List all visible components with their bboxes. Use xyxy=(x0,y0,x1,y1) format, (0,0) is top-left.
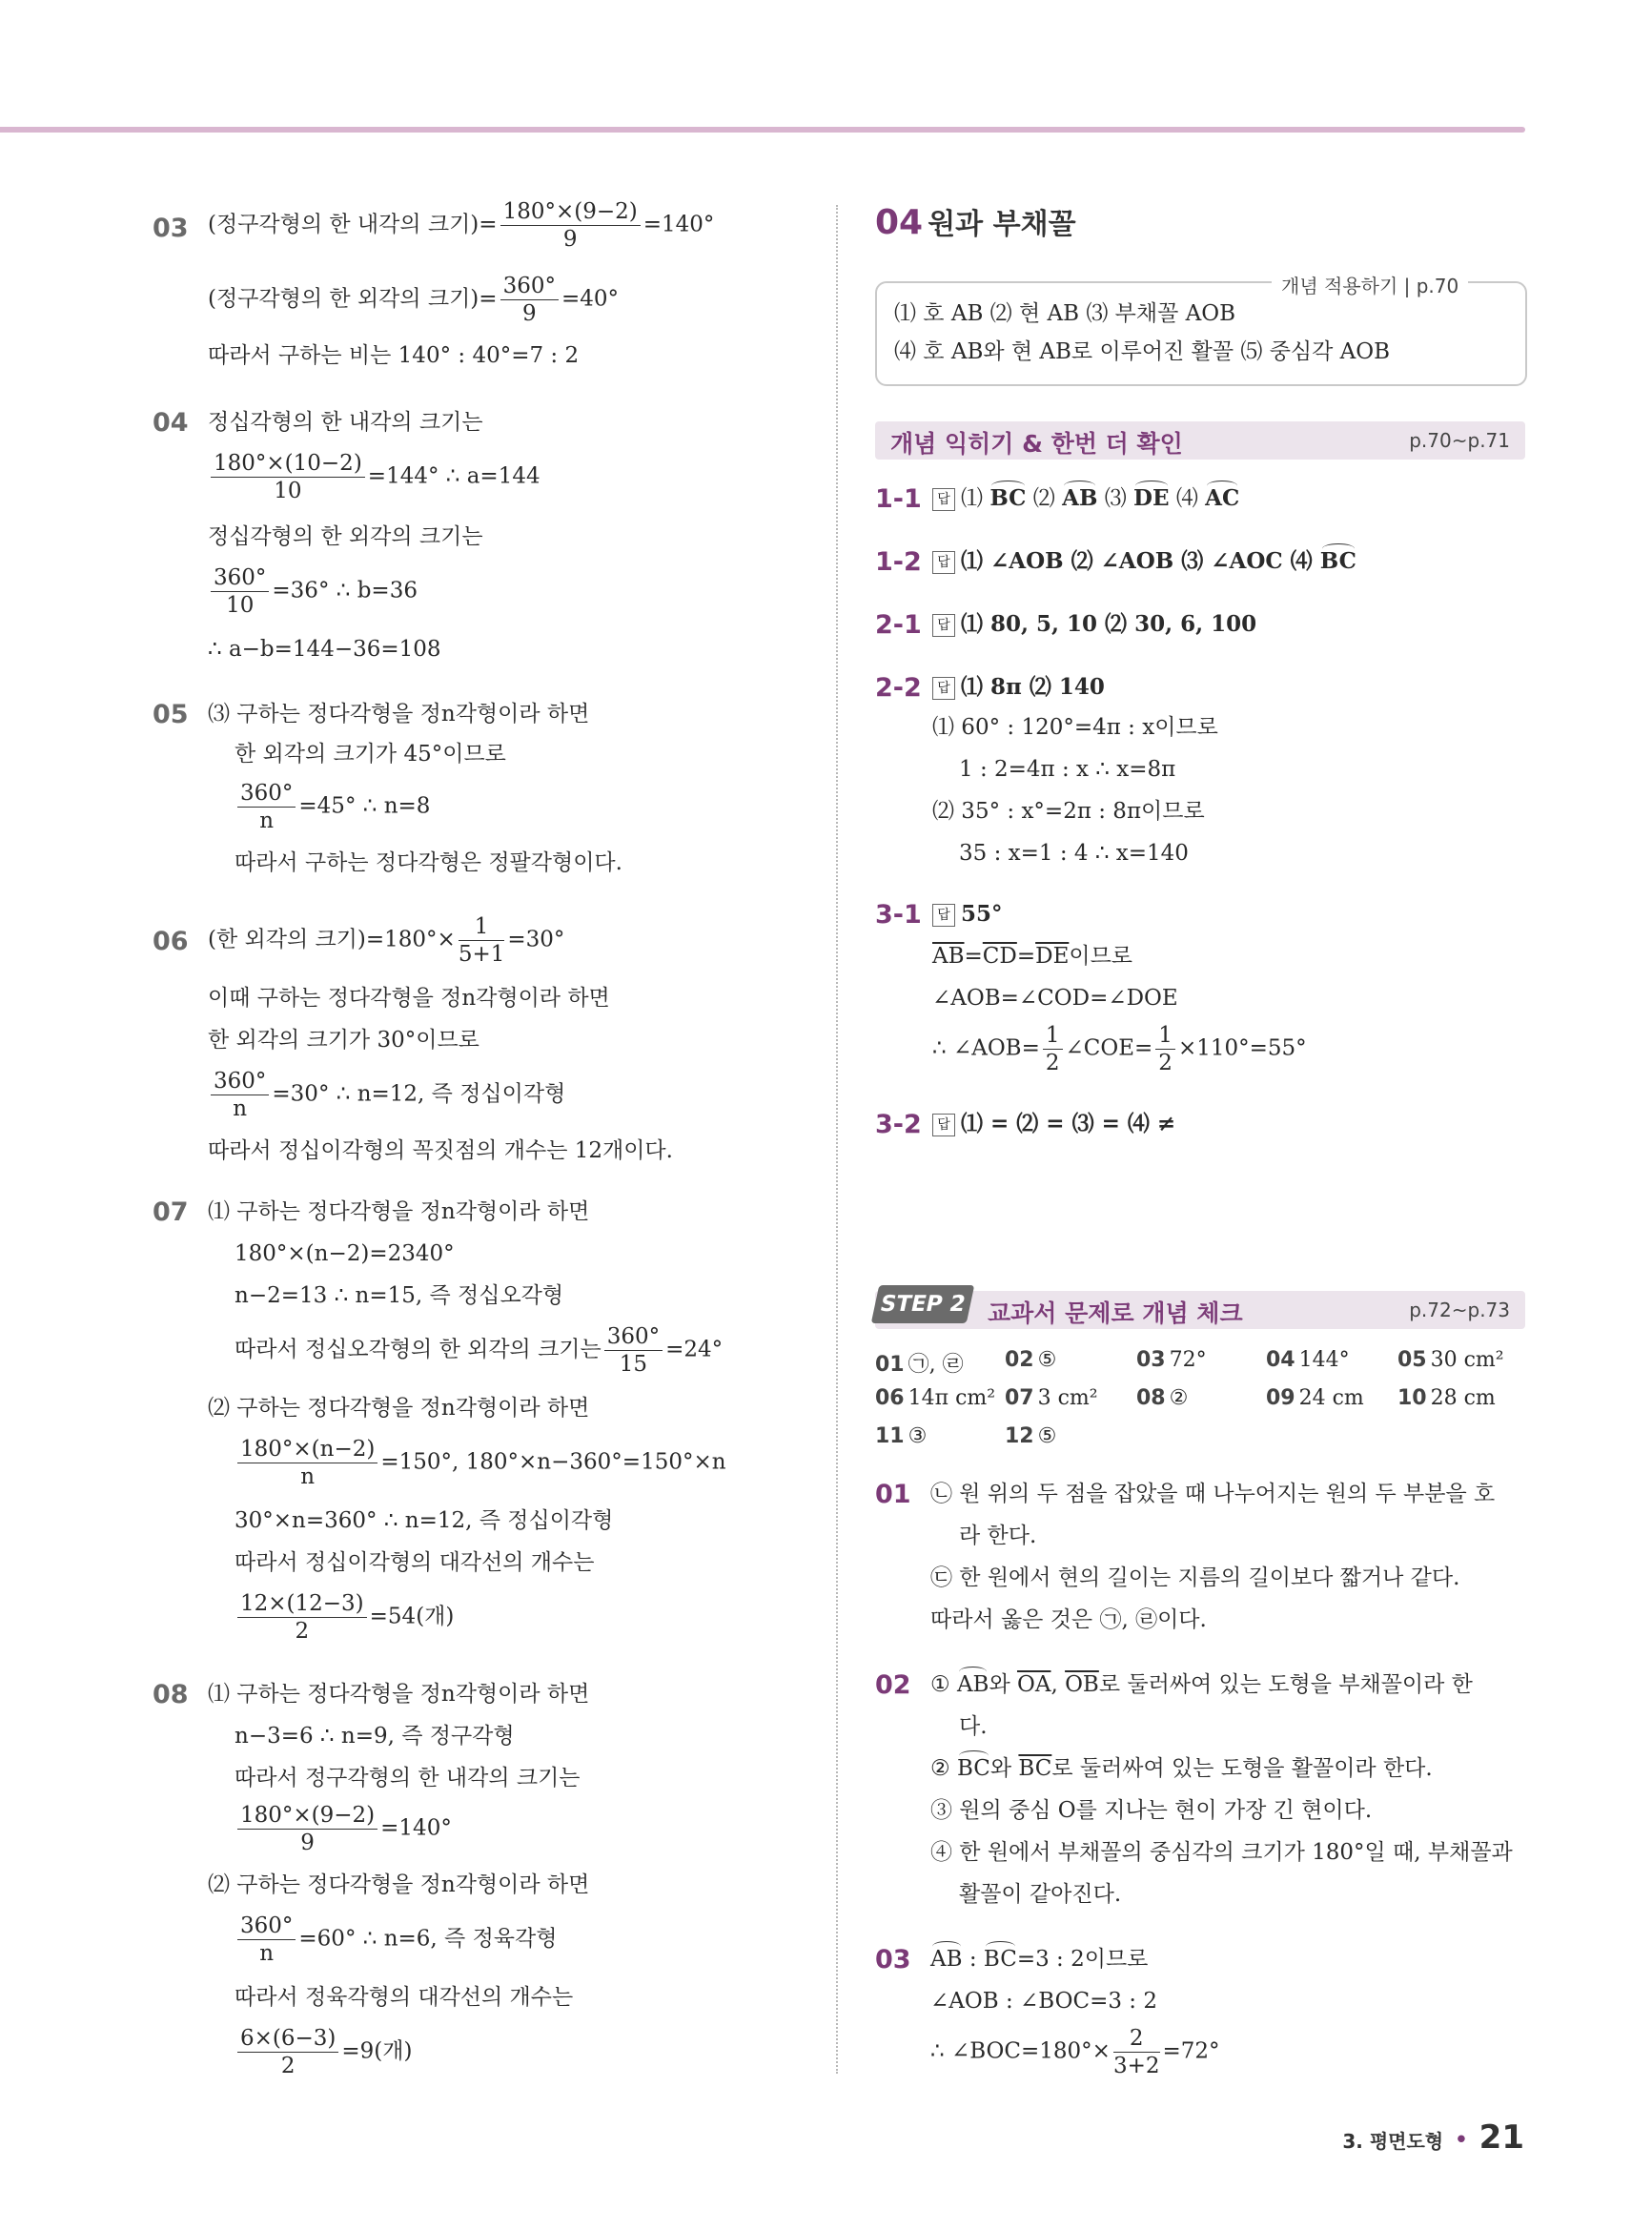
answer-line: 답 ⑴ = ⑵ = ⑶ = ⑷ ≠ xyxy=(932,1110,1175,1138)
grid-value: 30 cm² xyxy=(1430,1348,1504,1372)
grid-key: 11 xyxy=(875,1424,905,1448)
problem-number: 06 xyxy=(153,927,189,956)
answer-mark: 답 xyxy=(932,614,955,637)
grid-value: ㉠, ㉣ xyxy=(908,1353,964,1377)
grid-value: 72° xyxy=(1169,1348,1207,1372)
fraction: $\frac{180^\circ\times(n-2)}{n}$ xyxy=(237,1436,377,1490)
line: $\frac{180^\circ\times(n-2)}{n}$ =150°, 180°×n−360°=150°×n xyxy=(235,1436,726,1490)
problem-number: 04 xyxy=(153,408,189,438)
grid-answer xyxy=(875,1348,964,1378)
grid-answer xyxy=(1136,1348,1207,1372)
step2-band: 교과서 문제로 개념 체크 p.72~p.73 xyxy=(875,1291,1525,1329)
grid-answer xyxy=(875,1424,927,1448)
grid-key: 02 xyxy=(1005,1348,1034,1372)
grid-key: 01 xyxy=(875,1353,905,1377)
top-rule xyxy=(0,127,1525,133)
line: 따라서 정십오각형의 한 외각의 크기는 $\frac{360^\circ}{15}$ =24° xyxy=(235,1324,724,1377)
fraction: $\frac{1}{2}$ xyxy=(1043,1022,1063,1076)
line: 따라서 정구각형의 한 내각의 크기는 xyxy=(235,1766,581,1790)
question-number: 3-2 xyxy=(875,1110,922,1139)
line: ③ 원의 중심 O를 지나는 현이 가장 긴 현이다. xyxy=(930,1798,1373,1823)
line: 30°×n=360° ∴ n=12, 즉 정십이각형 xyxy=(235,1508,614,1533)
line: 따라서 옳은 것은 ㉠, ㉣이다. xyxy=(930,1607,1207,1632)
line: 라 한다. xyxy=(959,1524,1037,1548)
line: ㉡ 원 위의 두 점을 잡았을 때 나누어지는 원의 두 부분을 호 xyxy=(930,1482,1496,1506)
answer-mark: 답 xyxy=(932,1114,955,1136)
grid-answer xyxy=(1005,1348,1056,1372)
line: ⑴ 구하는 정다각형을 정n각형이라 하면 xyxy=(208,1682,590,1707)
grid-answer xyxy=(1397,1348,1504,1372)
line: ① AB와 $\overline{OA}$, $\overline{OB}$로 둘러싸여 있는 도형을 부채꼴이라 한 xyxy=(930,1672,1473,1697)
line: ⑴ 호 AB ⑵ 현 AB ⑶ 부채꼴 AOB xyxy=(894,301,1235,326)
fraction: $\frac{360^\circ}{10}$ xyxy=(211,564,269,619)
line: 따라서 구하는 비는 140° : 40°=7 : 2 xyxy=(208,343,580,368)
answer-line: 답 ⑴ ∠AOB ⑵ ∠AOB ⑶ ∠AOC ⑷ BC xyxy=(932,547,1356,576)
grid-key: 04 xyxy=(1266,1348,1295,1372)
problem-number: 08 xyxy=(153,1680,189,1709)
grid-value: 14π cm² xyxy=(908,1386,996,1410)
problem-number: 03 xyxy=(875,1945,911,1974)
grid-key: 08 xyxy=(1136,1386,1166,1410)
grid-answer xyxy=(1266,1386,1364,1410)
fraction: $\frac{180^\circ\times(9-2)}{9}$ xyxy=(500,198,641,253)
fraction: $\frac{2}{3+2}$ xyxy=(1112,2026,1160,2078)
line: $\frac{12\times(12-3)}{2}$ =54(개) xyxy=(235,1590,454,1645)
line: AB : BC=3 : 2이므로 xyxy=(930,1947,1149,1972)
line: 180°×(n−2)=2340° xyxy=(235,1241,455,1266)
line: ② BC와 $\overline{BC}$로 둘러싸여 있는 도형을 활꼴이라 한다. xyxy=(930,1756,1433,1781)
fraction: $\frac{360^\circ}{9}$ xyxy=(500,273,559,327)
line: 활꼴이 같아진다. xyxy=(959,1882,1122,1907)
fraction: $\frac{1}{5+1}$ xyxy=(458,914,505,967)
answer-line: 답 ⑴ 8π ⑵ 140 xyxy=(932,673,1105,702)
line: $\frac{360^\circ}{10}$ =36° ∴ b=36 xyxy=(208,564,418,619)
grid-key: 06 xyxy=(875,1386,905,1410)
grid-answer xyxy=(1136,1386,1188,1410)
fraction: $\frac{360^\circ}{15}$ xyxy=(604,1323,663,1378)
line: 한 외각의 크기가 45°이므로 xyxy=(235,742,506,767)
line: 따라서 정십이각형의 대각선의 개수는 xyxy=(235,1550,595,1575)
line: 정십각형의 한 내각의 크기는 xyxy=(208,410,483,435)
line: ∴ a−b=144−36=108 xyxy=(208,637,441,662)
answer-line: 답 55° xyxy=(932,900,1003,929)
grid-key: 12 xyxy=(1005,1424,1034,1448)
line: (정구각형의 한 외각의 크기)= $\frac{360^\circ}{9}$ =40° xyxy=(208,274,620,326)
fraction: $\frac{12\times(12-3)}{2}$ xyxy=(237,1590,367,1645)
fraction: $\frac{180^\circ\times(9-2)}{9}$ xyxy=(237,1802,377,1856)
answer-mark: 답 xyxy=(932,488,955,511)
grid-key: 10 xyxy=(1397,1386,1427,1410)
grid-value: ⑤ xyxy=(1037,1424,1057,1448)
section-heading: 04 원과 부채꼴 xyxy=(875,203,1076,242)
problem-number: 03 xyxy=(153,214,189,243)
column-divider xyxy=(836,205,838,2074)
question-number: 3-1 xyxy=(875,900,922,930)
chapter-label: 3. 평면도형 xyxy=(1342,2130,1444,2153)
line: ∠AOB : ∠BOC=3 : 2 xyxy=(930,1989,1157,2014)
question-number: 1-2 xyxy=(875,547,922,577)
grid-value: ③ xyxy=(908,1424,928,1448)
line: n−3=6 ∴ n=9, 즉 정구각형 xyxy=(235,1724,515,1749)
line: $\frac{360^\circ}{n}$ =30° ∴ n=12, 즉 정십이각형 xyxy=(208,1068,565,1122)
question-number: 2-1 xyxy=(875,610,922,640)
line: (정구각형의 한 내각의 크기)= $\frac{180^\circ\times(9-2)}{9}$ =140° xyxy=(208,199,715,252)
grid-answer xyxy=(1005,1424,1056,1448)
grid-value: 24 cm xyxy=(1298,1386,1364,1410)
fraction: $\frac{360^\circ}{n}$ xyxy=(237,780,296,834)
page-footer xyxy=(1342,2118,1524,2157)
line: 따라서 정십이각형의 꼭짓점의 개수는 12개이다. xyxy=(208,1138,673,1163)
line: (한 외각의 크기)=180°× $\frac{1}{5+1}$ =30° xyxy=(208,914,565,967)
answer-line: 답 ⑴ 80, 5, 10 ⑵ 30, 6, 100 xyxy=(932,610,1256,639)
grid-answer xyxy=(1005,1386,1098,1410)
line: ∠AOB=∠COD=∠DOE xyxy=(932,986,1178,1011)
line: 이때 구하는 정다각형을 정n각형이라 하면 xyxy=(208,986,610,1011)
grid-key: 09 xyxy=(1266,1386,1295,1410)
line: $\frac{180^\circ\times(10-2)}{10}$ =144° ∴ a=144 xyxy=(208,450,540,504)
footer-bullet: • xyxy=(1454,2126,1469,2155)
grid-value: 28 cm xyxy=(1430,1386,1496,1410)
problem-number: 02 xyxy=(875,1670,911,1700)
grid-value: ⑤ xyxy=(1037,1348,1057,1372)
grid-answer xyxy=(1266,1348,1350,1372)
grid-value: 144° xyxy=(1298,1348,1350,1372)
line: ④ 한 원에서 부채꼴의 중심각의 크기가 180°일 때, 부채꼴과 xyxy=(930,1840,1513,1865)
fraction: $\frac{1}{2}$ xyxy=(1155,1022,1175,1076)
line: ∴ ∠AOB= $\frac{1}{2}$ ∠COE= $\frac{1}{2}$ ×110°=55° xyxy=(932,1023,1307,1075)
grid-answer xyxy=(875,1386,995,1410)
answer-line: 답 ⑴ BC ⑵ AB ⑶ DE ⑷ AC xyxy=(932,484,1239,513)
grid-value: 3 cm² xyxy=(1037,1386,1098,1410)
answer-mark: 답 xyxy=(932,904,955,927)
line: $\frac{360^\circ}{n}$ =60° ∴ n=6, 즉 정육각형 xyxy=(235,1913,557,1967)
line: 따라서 정육각형의 대각선의 개수는 xyxy=(235,1985,574,2010)
line: ⑵ 구하는 정다각형을 정n각형이라 하면 xyxy=(208,1872,590,1897)
grid-key: 03 xyxy=(1136,1348,1166,1372)
line: ⑴ 60° : 120°=4π : x이므로 xyxy=(932,715,1218,740)
concept-band: 개념 익히기 & 한번 더 확인 p.70~p.71 xyxy=(875,421,1525,460)
line: ⑶ 구하는 정다각형을 정n각형이라 하면 xyxy=(208,702,590,726)
page-number: 21 xyxy=(1479,2118,1524,2157)
line: ㉢ 한 원에서 현의 길이는 지름의 길이보다 짧거나 같다. xyxy=(930,1565,1460,1590)
question-number: 2-2 xyxy=(875,673,922,703)
grid-key: 07 xyxy=(1005,1386,1034,1410)
apply-tag: 개념 적용하기 | p.70 xyxy=(1272,271,1468,298)
line: ⑴ 구하는 정다각형을 정n각형이라 하면 xyxy=(208,1199,590,1224)
fraction: $\frac{6\times(6-3)}{2}$ xyxy=(237,2025,338,2079)
grid-key: 05 xyxy=(1397,1348,1427,1372)
line: $\frac{360^\circ}{n}$ =45° ∴ n=8 xyxy=(235,780,430,834)
line: n−2=13 ∴ n=15, 즉 정십오각형 xyxy=(235,1283,564,1308)
line: ⑵ 구하는 정다각형을 정n각형이라 하면 xyxy=(208,1396,590,1421)
fraction: $\frac{360^\circ}{n}$ xyxy=(211,1068,269,1122)
grid-answer xyxy=(1397,1386,1496,1410)
answer-mark: 답 xyxy=(932,551,955,574)
line: 35 : x=1 : 4 ∴ x=140 xyxy=(959,841,1189,866)
line: $\overline{AB}=\overline{CD}=\overline{DE}$이므로 xyxy=(932,944,1133,969)
step-badge: STEP 2 xyxy=(871,1285,975,1323)
problem-number: 01 xyxy=(875,1480,911,1509)
line: 정십각형의 한 외각의 크기는 xyxy=(208,524,483,549)
grid-value: ② xyxy=(1169,1386,1189,1410)
line: ⑵ 35° : x°=2π : 8π이므로 xyxy=(932,799,1205,824)
line: ∴ ∠BOC=180°× $\frac{2}{3+2}$ =72° xyxy=(930,2026,1220,2078)
line: 따라서 구하는 정다각형은 정팔각형이다. xyxy=(235,850,622,875)
line: $\frac{180^\circ\times(9-2)}{9}$ =140° xyxy=(235,1802,452,1856)
fraction: $\frac{180^\circ\times(10-2)}{10}$ xyxy=(211,450,365,504)
line: ⑷ 호 AB와 현 AB로 이루어진 활꼴 ⑸ 중심각 AOB xyxy=(894,339,1391,364)
problem-number: 05 xyxy=(153,700,189,729)
line: 한 외각의 크기가 30°이므로 xyxy=(208,1028,479,1053)
problem-number: 07 xyxy=(153,1197,189,1227)
line: $\frac{6\times(6-3)}{2}$ =9(개) xyxy=(235,2025,412,2079)
fraction: $\frac{360^\circ}{n}$ xyxy=(237,1913,296,1967)
question-number: 1-1 xyxy=(875,484,922,514)
line: 다. xyxy=(959,1714,988,1739)
line: 1 : 2=4π : x ∴ x=8π xyxy=(959,757,1176,782)
answer-mark: 답 xyxy=(932,677,955,700)
